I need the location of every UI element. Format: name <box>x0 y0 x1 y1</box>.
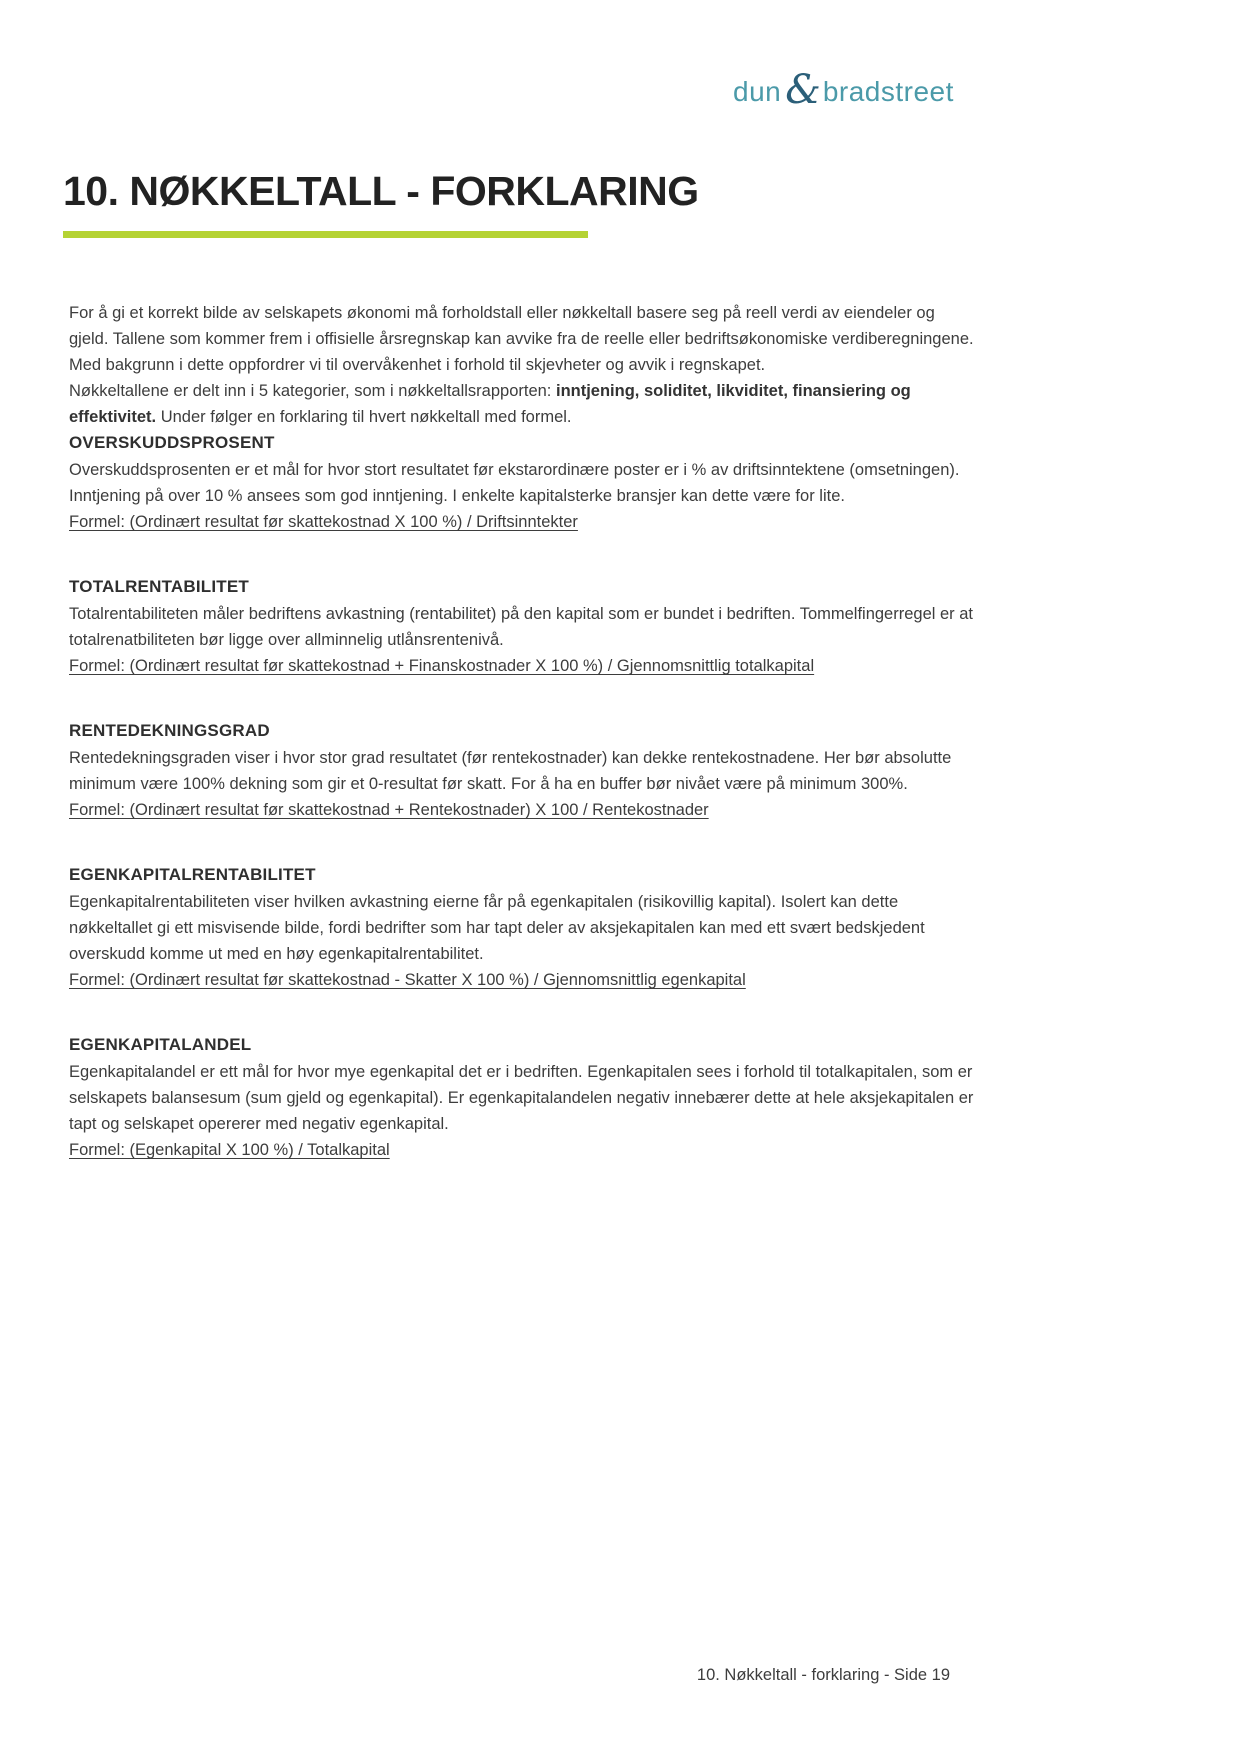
intro-paragraph-2 <box>69 378 974 430</box>
section-egenkapitalandel <box>69 1032 974 1163</box>
section-formula: Formel: (Ordinært resultat før skattekostnad + Rentekostnader) X 100 / Rentekostnader <box>69 801 709 819</box>
section-body: Egenkapitalrentabiliteten viser hvilken avkastning eierne får på egenkapitalen (risikovillig kapital). Isolert kan dette nøkkeltallet gi ett misvisende bilde, fordi bedrifter som har tapt deler av aksjekapitalen kan med ett svært bedskjedent overskudd komme ut med en høy egenkapitalrentabilitet. <box>69 893 925 963</box>
section-formula: Formel: (Ordinært resultat før skattekostnad + Finanskostnader X 100 %) / Gjennomsnittlig totalkapital <box>69 657 815 675</box>
page-title: 10. NØKKELTALL - FORKLARING <box>63 168 699 214</box>
section-totalrentabilitet <box>69 574 974 679</box>
section-body: Totalrentabiliteten måler bedriftens avkastning (rentabilitet) på den kapital som er bundet i bedriften. Tommelfingerregel er at totalrenatbiliteten bør ligge over allminnelig utlånsrentenivå. <box>69 605 974 649</box>
section-heading: EGENKAPITALRENTABILITET <box>69 865 316 884</box>
section-heading: TOTALRENTABILITET <box>69 577 249 596</box>
section-heading: EGENKAPITALANDEL <box>69 1035 252 1054</box>
logo-ampersand-icon: & <box>785 67 821 113</box>
page-footer: 10. Nøkkeltall - forklaring - Side 19 <box>696 1666 950 1684</box>
logo-dun: dun <box>733 76 782 107</box>
title-accent-bar <box>63 231 588 238</box>
section-body: Egenkapitalandel er ett mål for hvor mye egenkapital det er i bedriften. Egenkapitalen sees i forhold til totalkapitalen, som er selskapets balansesum (sum gjeld og egenkapital). Er egenkapitalandelen negativ innebærer dette at hele aksjekapitalen er tapt og selskapet opererer med negativ egenkapital. <box>69 1063 974 1133</box>
section-overskuddsprosent <box>69 430 974 535</box>
section-rentedekningsgrad <box>69 718 974 823</box>
section-egenkapitalrentabilitet <box>69 862 974 993</box>
intro-paragraph-2-pre: Nøkkeltallene er delt inn i 5 kategorier, som i nøkkeltallsrapporten: <box>69 382 556 400</box>
section-body: Rentedekningsgraden viser i hvor stor grad resultatet (før rentekostnader) kan dekke rentekostnadene. Her bør absolutte minimum være 100% dekning som gir et 0-resultat før skatt. For å ha en buffer bør nivået være på minimum 300%. <box>69 749 952 793</box>
intro-paragraph-1: For å gi et korrekt bilde av selskapets økonomi må forholdstall eller nøkkeltall basere seg på reell verdi av eiendeler og gjeld. Tallene som kommer frem i offisielle årsregnskap kan avvike fra de reelle eller bedriftsøkonomiske verdiberegningene. Med bakgrunn i dette oppfordrer vi til overvåkenhet i forhold til skjevheter og avvik i regnskapet. <box>69 304 974 374</box>
section-body: Overskuddsprosenten er et mål for hvor stort resultatet før ekstarordinære poster er i % av driftsinntektene (omsetningen). Inntjening på over 10 % ansees som god inntjening. I enkelte kapitalsterke bransjer kan dette være for lite. <box>69 461 960 505</box>
intro-paragraph-2-post: Under følger en forklaring til hvert nøkkeltall med formel. <box>156 408 572 426</box>
section-heading: RENTEDEKNINGSGRAD <box>69 721 270 740</box>
dun-bradstreet-logo <box>733 67 954 113</box>
page-content <box>69 300 974 1202</box>
logo-bradstreet: bradstreet <box>822 76 954 107</box>
section-formula: Formel: (Egenkapital X 100 %) / Totalkapital <box>69 1141 390 1159</box>
section-formula: Formel: (Ordinært resultat før skattekostnad - Skatter X 100 %) / Gjennomsnittlig egenkapital <box>69 971 746 989</box>
intro-paragraph-2-bold: inntjening, soliditet, likviditet, finansiering og effektivitet. <box>69 382 911 426</box>
section-formula: Formel: (Ordinært resultat før skattekostnad X 100 %) / Driftsinntekter <box>69 513 578 531</box>
section-heading: OVERSKUDDSPROSENT <box>69 433 275 452</box>
